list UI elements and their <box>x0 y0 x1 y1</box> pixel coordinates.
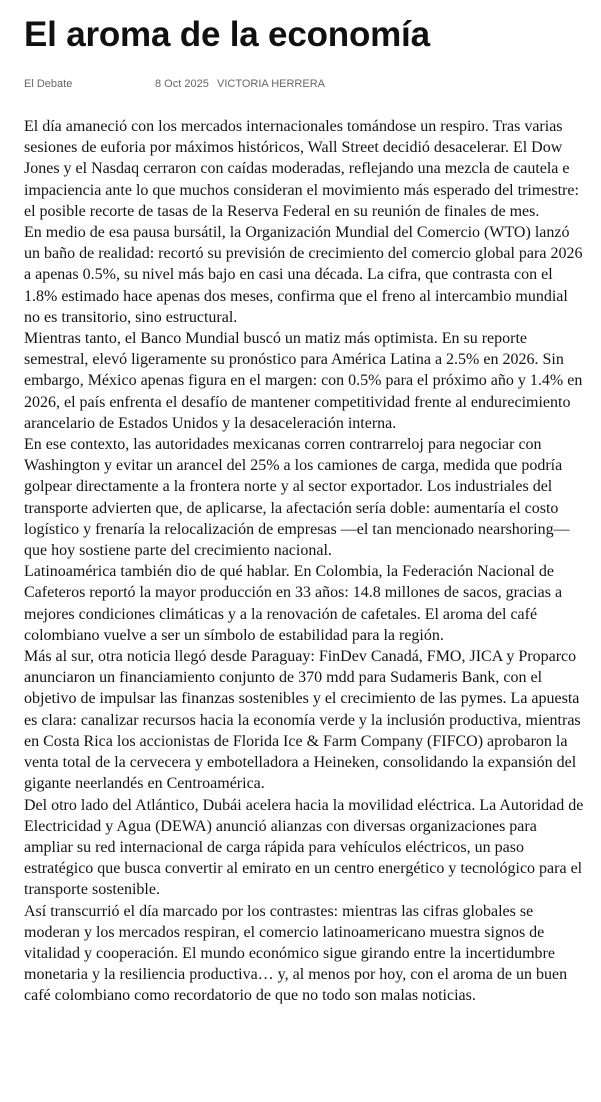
article-body <box>24 116 584 1007</box>
article-paragraph: Del otro lado del Atlántico, Dubái acelera hacia la movilidad eléctrica. La Autoridad de Electricidad y Agua (DEWA) anunció alianzas con diversas organizaciones para ampliar su red internacional de carga rápida para vehículos eléctricos, un paso estratégico que busca convertir al emirato en un centro energético y tecnológico para el transporte sostenible. <box>24 796 584 899</box>
article-paragraph: Más al sur, otra noticia llegó desde Paraguay: FinDev Canadá, FMO, JICA y Proparco anunciaron un financiamiento conjunto de 370 mdd para Sudameris Bank, con el objetivo de impulsar las finanzas sostenibles y el crecimiento de las pymes. La apuesta es clara: canalizar recursos hacia la economía verde y la inclusión productiva, mientras en Costa Rica los accionistas de Florida Ice & Farm Company (FIFCO) aprobaron la venta total de la cervecera y embotelladora a Heineken, consolidando la expansión del gigante neerlandés en Centroamérica. <box>24 648 581 793</box>
article-paragraph: Latinoamérica también dio de qué hablar. En Colombia, la Federación Nacional de Cafeteros reportó la mayor producción en 33 años: 14.8 millones de sacos, gracias a mejores condiciones climáticas y a la renovación de cafetales. El aroma del café colombiano vuelve a ser un símbolo de estabilidad para la región. <box>24 563 563 644</box>
article-meta <box>0 76 601 92</box>
article-paragraph: En ese contexto, las autoridades mexicanas corren contrarreloj para negociar con Washington y evitar un arancel del 25% a los camiones de carga, medida que podría golpear directamente a la frontera norte y al sector exportador. Los industriales del transporte advierten que, de aplicarse, la afectación sería doble: aumentaría el costo logístico y frenaría la relocalización de empresas —el tan mencionado nearshoring— que hoy sostiene parte del crecimiento nacional. <box>24 436 570 560</box>
article-source: El Debate <box>24 78 73 90</box>
article-paragraph: Así transcurrió el día marcado por los contrastes: mientras las cifras globales se moderan y los mercados respiran, el comercio latinoamericano muestra signos de vitalidad y cooperación. El mundo económico sigue girando entre la incertidumbre monetaria y la resiliencia productiva… y, al menos por hoy, con el aroma de un buen café colombiano como recordatorio de que no todo son malas noticias. <box>24 902 568 1005</box>
article-paragraph: En medio de esa pausa bursátil, la Organización Mundial del Comercio (WTO) lanzó un baño de realidad: recortó su previsión de crecimiento del comercio global para 2026 a apenas 0.5%, su nivel más bajo en casi una década. La cifra, que contrasta con el 1.8% estimado hace apenas dos meses, confirma que el freno al intercambio mundial no es transitorio, sino estructural. <box>24 224 583 326</box>
article-date: 8 Oct 2025 <box>155 78 209 90</box>
article-paragraph: El día amaneció con los mercados internacionales tomándose un respiro. Tras varias sesiones de euforia por máximos históricos, Wall Street decidió desacelerar. El Dow Jones y el Nasdaq cerraron con caídas moderadas, reflejando una mezcla de cautela e impaciencia ante lo que muchos consideran el movimiento más esperado del trimestre: el posible recorte de tasas de la Reserva Federal en su reunión de finales de mes. <box>24 118 579 220</box>
article-title: El aroma de la economía <box>24 15 430 54</box>
article-paragraph: Mientras tanto, el Banco Mundial buscó un matiz más optimista. En su reporte semestral, elevó ligeramente su pronóstico para América Latina a 2.5% en 2026. Sin embargo, México apenas figura en el margen: con 0.5% para el próximo año y 1.4% en 2026, el país enfrenta el desafío de mantener competitividad frente al endurecimiento arancelario de Estados Unidos y la desaceleración interna. <box>24 330 583 432</box>
article-author: VICTORIA HERRERA <box>217 78 325 90</box>
